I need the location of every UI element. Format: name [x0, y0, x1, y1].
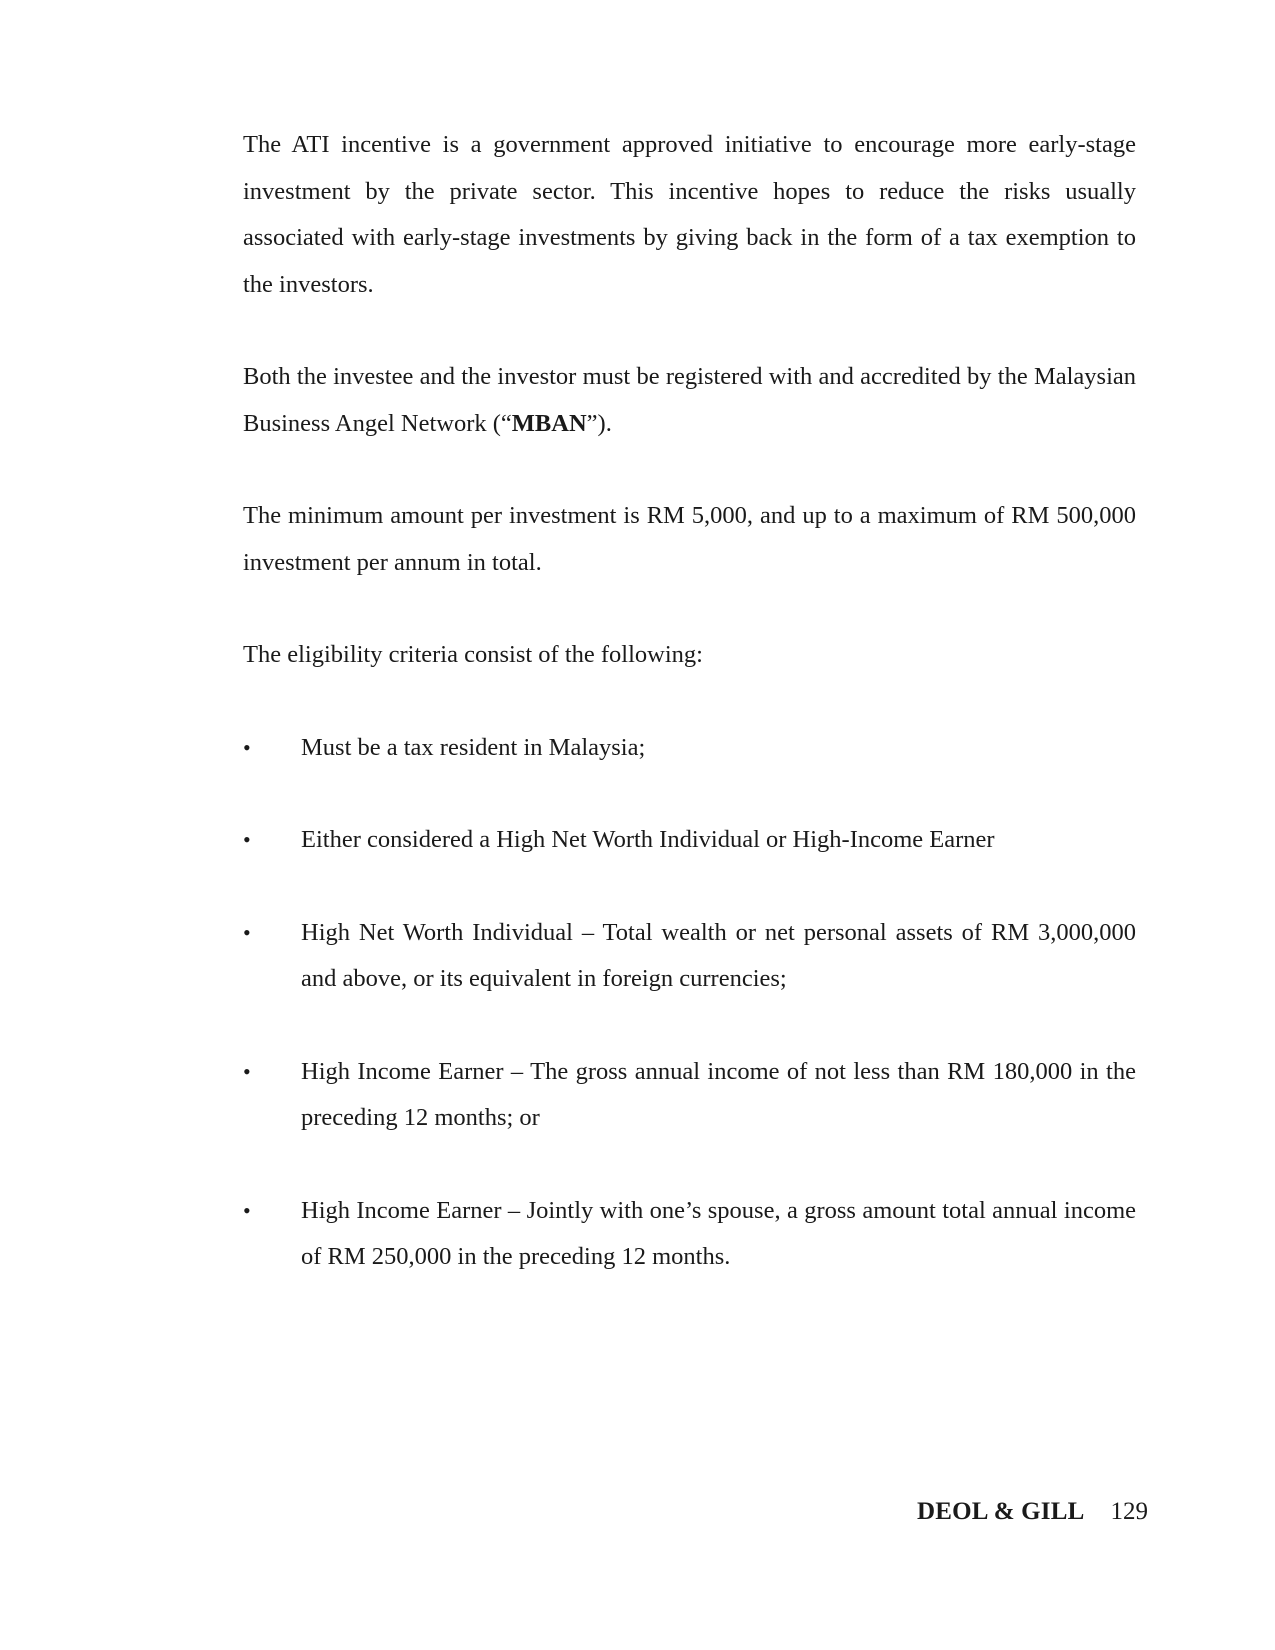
criteria-item	[243, 1049, 1136, 1142]
bullet-icon: •	[243, 734, 251, 760]
criteria-item	[243, 1188, 1136, 1281]
criteria-text: Must be a tax resident in Malaysia;	[301, 733, 646, 761]
footer-brand: DEOL & GILL	[916, 1498, 1085, 1525]
bullet-icon: •	[243, 1197, 251, 1223]
bullet-icon: •	[243, 1058, 251, 1084]
criteria-item	[243, 910, 1136, 1003]
page-body	[243, 122, 1136, 1327]
paragraph-investment-limits: The minimum amount per investment is RM 5,000, and up to a maximum of RM 500,000 investment per annum in total.	[243, 502, 1136, 576]
criteria-text: High Net Worth Individual – Total wealth or net personal assets of RM 3,000,000 and above, or its equivalent in foreign currencies;	[301, 918, 1136, 992]
bullet-icon: •	[243, 919, 251, 945]
paragraph-registration-text: Both the investee and the investor must be registered with and accredited by the Malaysian Business Angel Network (“	[243, 363, 1136, 437]
paragraph-eligibility-intro: The eligibility criteria consist of the following:	[243, 641, 703, 668]
criteria-item	[243, 725, 1136, 772]
bullet-icon: •	[243, 827, 251, 852]
page-number: 129	[1110, 1498, 1148, 1525]
criteria-text: Either considered a High Net Worth Individual or High-Income Earner	[301, 826, 995, 853]
mban-abbreviation: MBAN	[511, 409, 587, 437]
criteria-text: High Income Earner – The gross annual income of not less than RM 180,000 in the preceding 12 months; or	[301, 1057, 1136, 1131]
criteria-item	[243, 817, 1136, 864]
eligibility-criteria-list	[243, 725, 1136, 1281]
paragraph-ati-incentive: The ATI incentive is a government approved initiative to encourage more early-stage investment by the private sector. This incentive hopes to reduce the risks usually associated with early-stage investments by giving back in the form of a tax exemption to the investors.	[243, 131, 1136, 298]
paragraph-registration-close: ”).	[586, 409, 612, 437]
page-footer	[917, 1496, 1148, 1528]
paragraph-registration	[243, 354, 1136, 447]
criteria-text: High Income Earner – Jointly with one’s spouse, a gross amount total annual income of RM 250,000 in the preceding 12 months.	[301, 1196, 1136, 1270]
